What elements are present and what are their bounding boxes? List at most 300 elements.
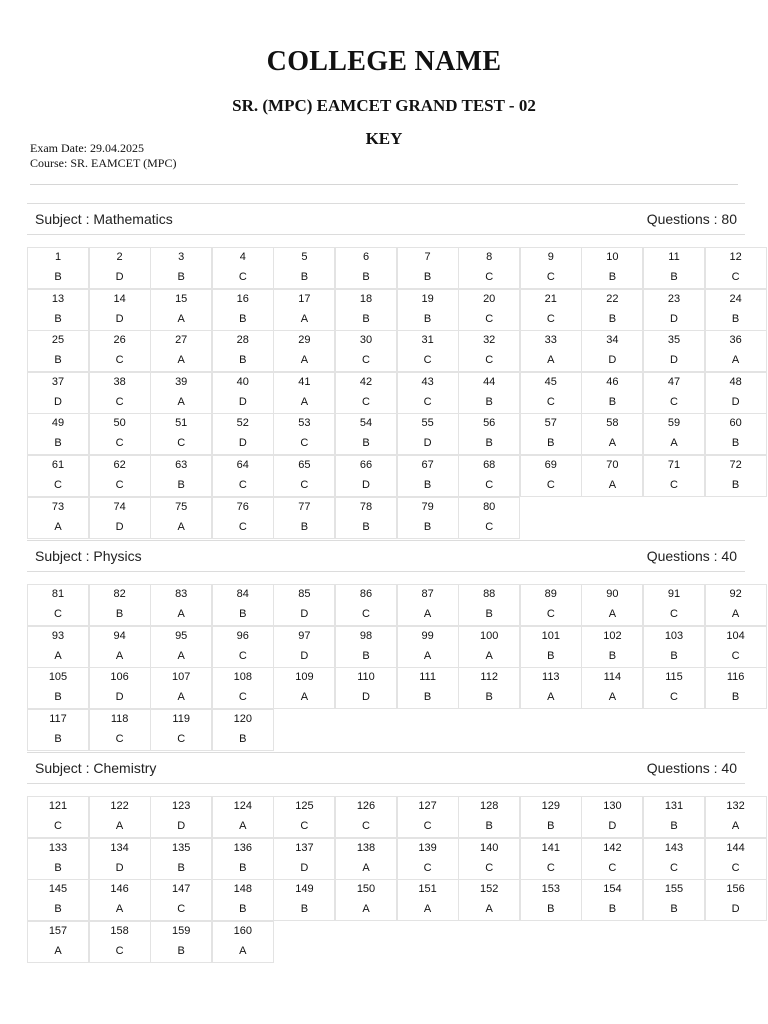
answer-cell — [212, 584, 274, 626]
question-number: 57 — [544, 417, 557, 430]
answer-option: C — [115, 437, 124, 450]
answer-option: D — [115, 312, 124, 325]
answer-option: D — [54, 395, 62, 408]
answer-cell — [520, 455, 582, 497]
answer-option: C — [238, 649, 247, 662]
answer-cell — [705, 879, 767, 921]
answer-cell — [273, 289, 335, 331]
question-number: 118 — [110, 712, 129, 725]
answer-cell — [705, 289, 767, 331]
answer-cell — [273, 455, 335, 497]
answer-option: B — [485, 608, 493, 620]
question-number: 60 — [729, 417, 742, 430]
question-number: 123 — [172, 800, 191, 812]
question-number: 114 — [603, 671, 622, 684]
answer-option: A — [54, 944, 62, 957]
answer-cell — [335, 667, 397, 709]
answer-option: B — [608, 649, 617, 662]
answer-option: B — [239, 732, 247, 745]
answer-option: B — [608, 312, 617, 325]
question-number: 43 — [421, 375, 434, 388]
answer-cell — [397, 289, 459, 331]
question-number: 54 — [359, 417, 373, 430]
answer-cell — [27, 330, 89, 372]
answer-option: A — [423, 649, 432, 662]
answer-option: A — [608, 608, 617, 620]
answer-option: C — [115, 479, 124, 491]
question-number: 24 — [729, 292, 742, 305]
question-number: 62 — [113, 459, 126, 471]
question-number: 85 — [298, 588, 311, 600]
question-number: 44 — [483, 375, 496, 388]
answer-cell — [150, 709, 212, 751]
answer-option: A — [177, 354, 185, 367]
answer-cell — [397, 330, 459, 372]
question-number: 157 — [48, 924, 68, 937]
question-number: 117 — [49, 712, 67, 725]
question-number: 155 — [664, 883, 684, 896]
answer-option: C — [546, 479, 555, 491]
answer-cell — [273, 247, 335, 289]
question-number: 80 — [483, 500, 496, 513]
answer-option: C — [423, 820, 432, 832]
answer-option: A — [239, 820, 247, 832]
answer-cell — [89, 247, 151, 289]
answer-cell — [705, 372, 767, 414]
answer-cell — [520, 796, 582, 838]
answer-option: C — [546, 608, 555, 620]
question-number: 138 — [356, 841, 376, 854]
answer-cell — [520, 289, 582, 331]
question-number: 61 — [51, 459, 65, 471]
answer-option: D — [115, 861, 124, 874]
answer-option: C — [485, 312, 494, 325]
answer-cell — [212, 289, 274, 331]
answer-cell — [150, 455, 212, 497]
answer-cell — [89, 455, 151, 497]
question-number: 33 — [544, 334, 557, 347]
question-number: 37 — [51, 375, 65, 388]
answer-option: B — [423, 479, 432, 491]
answer-option: A — [300, 312, 309, 325]
answer-cell — [520, 372, 582, 414]
answer-option: C — [670, 861, 678, 874]
question-number: 107 — [172, 671, 191, 684]
question-number: 20 — [483, 292, 496, 305]
question-number: 50 — [113, 417, 126, 430]
question-number: 56 — [483, 417, 496, 430]
answer-option: C — [670, 479, 678, 491]
answer-cell — [643, 372, 705, 414]
answer-cell — [27, 838, 89, 880]
answer-option: D — [608, 820, 617, 832]
question-number: 87 — [421, 588, 434, 600]
answer-cell — [273, 497, 335, 539]
question-number: 46 — [606, 375, 619, 388]
question-number: 45 — [544, 375, 557, 388]
question-number: 128 — [480, 800, 499, 812]
question-number: 47 — [667, 375, 681, 388]
question-number: 72 — [729, 459, 742, 471]
answer-cell — [643, 879, 705, 921]
answer-cell — [520, 838, 582, 880]
answer-cell — [335, 330, 397, 372]
question-number: 97 — [298, 629, 311, 642]
answer-cell — [335, 497, 397, 539]
question-number: 102 — [603, 629, 622, 642]
answer-option: B — [547, 649, 555, 662]
answer-cell — [458, 879, 520, 921]
answer-option: C — [546, 861, 555, 874]
question-number: 92 — [729, 588, 742, 600]
question-number: 42 — [359, 375, 373, 388]
answer-cell — [643, 838, 705, 880]
question-number: 52 — [236, 417, 249, 430]
answer-option: A — [608, 437, 617, 450]
answer-cell — [643, 667, 705, 709]
question-number: 10 — [606, 251, 619, 263]
answer-cell — [397, 497, 459, 539]
question-number: 64 — [236, 459, 249, 471]
answer-option: D — [300, 608, 309, 620]
question-number: 58 — [606, 417, 619, 430]
answer-cell — [458, 455, 520, 497]
answer-option: D — [300, 649, 309, 662]
answer-cell — [458, 289, 520, 331]
answer-option: C — [300, 820, 309, 832]
question-number: 125 — [295, 800, 314, 812]
answer-option: B — [115, 608, 124, 620]
answer-option: C — [115, 944, 124, 957]
answer-option: A — [731, 608, 740, 620]
answer-cell — [212, 709, 274, 751]
answer-option: B — [362, 271, 370, 283]
question-number: 120 — [233, 712, 252, 725]
answer-cell — [458, 796, 520, 838]
answer-cell — [458, 413, 520, 455]
answer-option: B — [423, 691, 432, 704]
question-number: 86 — [359, 588, 373, 600]
answer-option: A — [670, 437, 678, 450]
answer-cell — [89, 796, 151, 838]
answer-cell — [458, 330, 520, 372]
answer-cell — [581, 455, 643, 497]
question-number: 19 — [421, 292, 434, 305]
answer-option: A — [300, 691, 309, 704]
answer-option: D — [115, 271, 124, 283]
answer-cell — [581, 626, 643, 668]
question-number: 31 — [421, 334, 434, 347]
course-name: Course: SR. EAMCET (MPC) — [30, 156, 177, 170]
answer-option: C — [177, 437, 186, 450]
answer-option: C — [300, 437, 309, 450]
question-number: 83 — [175, 588, 188, 600]
answer-cell — [520, 667, 582, 709]
question-number: 81 — [51, 588, 65, 600]
question-number: 79 — [421, 500, 434, 513]
answer-option: B — [54, 354, 62, 367]
answer-cell — [643, 584, 705, 626]
answer-cell — [27, 455, 89, 497]
answer-option: D — [300, 861, 309, 874]
answer-option: D — [177, 820, 186, 832]
question-number: 75 — [175, 500, 188, 513]
question-number: 127 — [418, 800, 437, 812]
question-number: 122 — [110, 800, 129, 812]
answer-cell — [27, 497, 89, 539]
answer-option: C — [423, 354, 432, 367]
question-number: 113 — [542, 671, 560, 684]
answer-cell — [335, 413, 397, 455]
question-number: 13 — [51, 292, 65, 305]
question-number: 159 — [172, 924, 191, 937]
answer-cell — [89, 497, 151, 539]
question-number: 73 — [51, 500, 65, 513]
answer-option: A — [423, 903, 432, 916]
question-number: 133 — [48, 841, 68, 854]
answer-option: B — [485, 437, 493, 450]
question-number: 71 — [667, 459, 681, 471]
answer-cell — [581, 289, 643, 331]
answer-cell — [89, 838, 151, 880]
answer-option: B — [177, 479, 185, 491]
answer-option: B — [54, 271, 62, 283]
question-number: 90 — [606, 588, 619, 600]
answer-option: C — [485, 271, 494, 283]
answer-cell — [397, 838, 459, 880]
answer-cell — [643, 626, 705, 668]
answer-cell — [212, 247, 274, 289]
answer-option: A — [423, 608, 432, 620]
question-number: 15 — [175, 292, 188, 305]
question-number: 11 — [668, 251, 680, 263]
answer-option: D — [670, 354, 678, 367]
answer-cell — [581, 667, 643, 709]
answer-cell — [520, 626, 582, 668]
answer-cell — [150, 879, 212, 921]
question-number: 98 — [359, 629, 373, 642]
answer-cell — [581, 796, 643, 838]
answer-option: D — [115, 691, 124, 704]
answer-cell — [335, 247, 397, 289]
answer-cell — [89, 289, 151, 331]
answer-option: C — [54, 820, 62, 832]
answer-option: B — [239, 608, 247, 620]
question-number: 89 — [544, 588, 557, 600]
question-number: 5 — [301, 251, 308, 263]
question-number: 119 — [172, 712, 190, 725]
question-number: 150 — [356, 883, 376, 896]
exam-date: Exam Date: 29.04.2025 — [30, 141, 144, 155]
answer-option: A — [54, 649, 62, 662]
answer-cell — [335, 838, 397, 880]
question-number: 142 — [603, 841, 622, 854]
answer-cell — [335, 289, 397, 331]
question-number: 39 — [175, 375, 188, 388]
question-number: 2 — [116, 251, 123, 263]
question-number: 135 — [172, 841, 191, 854]
section-header-physics — [27, 540, 745, 572]
question-number: 153 — [541, 883, 560, 896]
answer-cell — [520, 413, 582, 455]
answer-option: B — [670, 903, 678, 916]
question-number: 77 — [298, 500, 311, 513]
answer-option: C — [238, 479, 247, 491]
answer-option: B — [423, 520, 432, 533]
question-number: 158 — [110, 924, 129, 937]
question-number: 70 — [606, 459, 619, 471]
answer-cell — [705, 413, 767, 455]
answer-option: B — [54, 691, 62, 704]
answer-option: C — [115, 354, 124, 367]
answer-cell — [335, 584, 397, 626]
answer-option: B — [485, 691, 493, 704]
answer-cell — [27, 584, 89, 626]
answer-cell — [520, 584, 582, 626]
question-number: 49 — [51, 417, 65, 430]
answer-option: B — [300, 903, 309, 916]
answer-cell — [89, 879, 151, 921]
answer-option: A — [115, 649, 124, 662]
question-number: 111 — [419, 671, 436, 684]
answer-option: B — [362, 649, 370, 662]
answer-option: C — [485, 479, 494, 491]
answer-cell — [89, 584, 151, 626]
answer-option: D — [238, 437, 247, 450]
answer-cell — [273, 667, 335, 709]
answer-cell — [27, 879, 89, 921]
answer-cell — [273, 584, 335, 626]
answer-cell — [643, 330, 705, 372]
question-number: 105 — [48, 671, 68, 684]
answer-option: C — [238, 520, 247, 533]
answer-cell — [581, 838, 643, 880]
answer-cell — [643, 289, 705, 331]
answer-cell — [458, 584, 520, 626]
answer-option: B — [670, 271, 678, 283]
answer-cell — [150, 838, 212, 880]
answer-cell — [89, 330, 151, 372]
question-number: 110 — [357, 671, 375, 684]
answer-option: B — [177, 271, 185, 283]
answer-cell — [27, 413, 89, 455]
question-number: 130 — [603, 800, 622, 812]
answer-option: C — [670, 395, 678, 408]
answer-option: D — [670, 312, 678, 325]
question-number: 21 — [544, 292, 557, 305]
answer-option: C — [485, 354, 494, 367]
question-number: 63 — [175, 459, 188, 471]
question-number: 23 — [667, 292, 681, 305]
answer-option: C — [423, 861, 432, 874]
answer-cell — [150, 584, 212, 626]
answer-option: C — [177, 732, 186, 745]
answer-cell — [643, 413, 705, 455]
answer-option: B — [54, 732, 62, 745]
answer-option: B — [731, 312, 740, 325]
answer-cell — [273, 372, 335, 414]
question-number: 48 — [729, 375, 742, 388]
question-number: 68 — [483, 459, 496, 471]
question-number: 74 — [113, 500, 126, 513]
answer-option: D — [115, 520, 124, 533]
question-number: 121 — [48, 800, 68, 812]
question-number: 156 — [726, 883, 745, 896]
question-number: 28 — [236, 334, 249, 347]
answer-option: D — [362, 479, 370, 491]
question-number: 137 — [295, 841, 314, 854]
section-header-mathematics — [27, 203, 745, 235]
answer-option: A — [115, 820, 124, 832]
answer-option: B — [54, 312, 62, 325]
question-number: 4 — [239, 251, 246, 263]
question-number: 78 — [359, 500, 373, 513]
answer-option: C — [670, 691, 678, 704]
subject-name: Subject : Chemistry — [35, 760, 157, 776]
question-number: 55 — [421, 417, 434, 430]
answer-option: B — [239, 354, 247, 367]
question-number: 134 — [110, 841, 129, 854]
answer-option: B — [731, 479, 740, 491]
answer-cell — [397, 247, 459, 289]
question-number: 136 — [233, 841, 252, 854]
answer-option: A — [731, 354, 740, 367]
question-number: 69 — [544, 459, 557, 471]
question-number: 152 — [480, 883, 499, 896]
answer-option: C — [300, 479, 309, 491]
answer-option: B — [54, 903, 62, 916]
answer-cell — [397, 879, 459, 921]
answer-cell — [705, 330, 767, 372]
answer-cell — [27, 372, 89, 414]
question-number: 82 — [113, 588, 126, 600]
answer-cell — [458, 247, 520, 289]
answer-cell — [150, 372, 212, 414]
answer-option: A — [547, 691, 555, 704]
answer-option: C — [54, 479, 62, 491]
answer-cell — [150, 921, 212, 963]
answer-option: A — [177, 608, 185, 620]
answer-cell — [705, 626, 767, 668]
answer-option: B — [239, 903, 247, 916]
answer-cell — [212, 455, 274, 497]
question-number: 18 — [359, 292, 373, 305]
question-number: 12 — [729, 251, 742, 263]
answer-option: C — [485, 520, 494, 533]
answer-cell — [581, 247, 643, 289]
answer-cell — [273, 838, 335, 880]
answer-option: A — [115, 903, 124, 916]
question-number: 100 — [480, 629, 499, 642]
answer-option: B — [362, 520, 370, 533]
answer-cell — [458, 626, 520, 668]
answer-cell — [705, 455, 767, 497]
answer-option: B — [423, 271, 432, 283]
answer-option: C — [608, 861, 617, 874]
question-number: 67 — [421, 459, 434, 471]
answer-cell — [212, 413, 274, 455]
answer-cell — [89, 372, 151, 414]
answer-option: A — [177, 691, 185, 704]
answer-option: A — [239, 944, 247, 957]
answer-option: C — [546, 312, 555, 325]
answer-cell — [397, 626, 459, 668]
answer-cell — [212, 372, 274, 414]
answer-cell — [705, 838, 767, 880]
question-number: 131 — [664, 800, 684, 812]
answer-cell — [150, 413, 212, 455]
answer-option: D — [731, 903, 740, 916]
